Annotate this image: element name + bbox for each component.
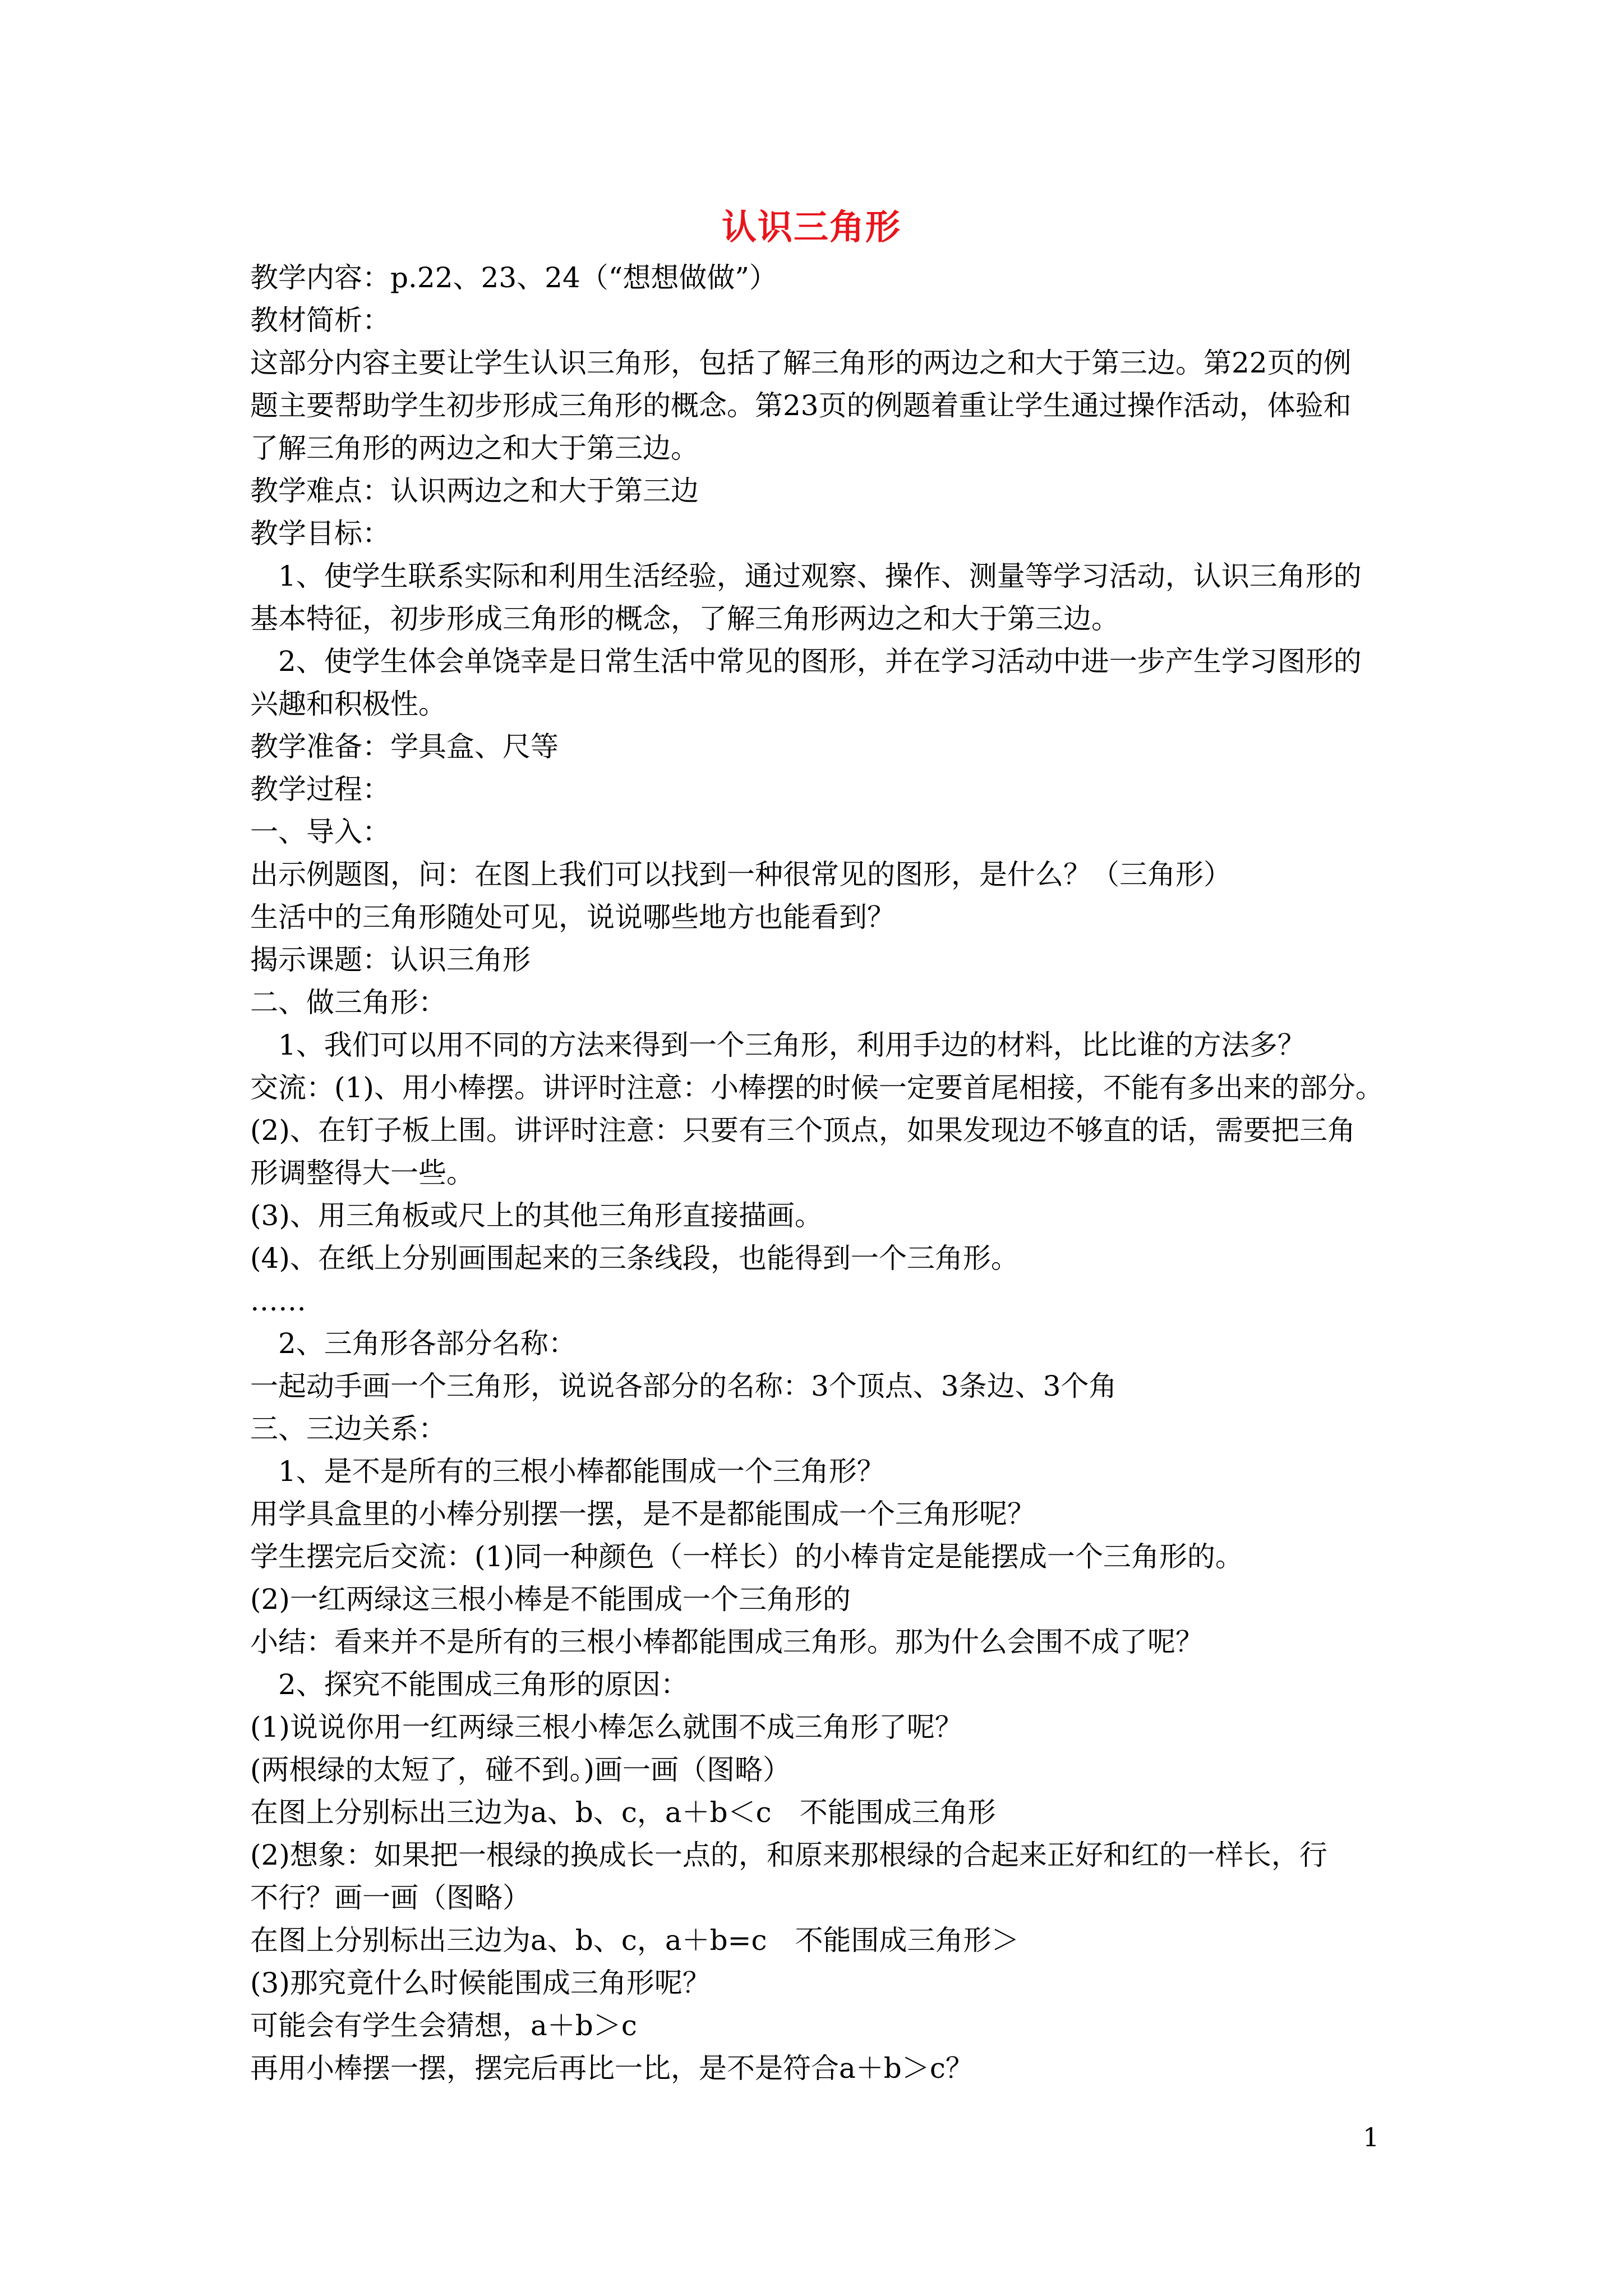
text-line: 用学具盒里的小棒分别摆一摆，是不是都能围成一个三角形呢？ <box>250 1498 1035 1530</box>
text-line: 在图上分别标出三边为a、b、c，a＋b＜c 不能围成三角形 <box>250 1796 996 1829</box>
text-line: 三、三边关系： <box>250 1412 446 1445</box>
text-line: 教学目标： <box>250 517 390 550</box>
text-line: (2)想象：如果把一根绿的换成长一点的，和原来那根绿的合起来正好和红的一样长，行 <box>250 1839 1327 1871</box>
text-line: 了解三角形的两边之和大于第三边。 <box>250 432 699 464</box>
text-line: (2)、在钉子板上围。讲评时注意：只要有三个顶点，如果发现边不够直的话，需要把三角 <box>250 1114 1355 1147</box>
text-line: (1)说说你用一红两绿三根小棒怎么就围不成三角形了呢？ <box>250 1711 963 1743</box>
text-line: 1、我们可以用不同的方法来得到一个三角形，利用手边的材料，比比谁的方法多？ <box>278 1029 1306 1061</box>
text-line: (2)一红两绿这三根小棒是不能围成一个三角形的 <box>250 1583 851 1616</box>
text-line: 这部分内容主要让学生认识三角形，包括了解三角形的两边之和大于第三边。第22页的例 <box>250 347 1352 379</box>
text-line: (3)、用三角板或尺上的其他三角形直接描画。 <box>250 1199 823 1232</box>
text-line: 学生摆完后交流：(1)同一种颜色（一样长）的小棒肯定是能摆成一个三角形的。 <box>250 1540 1243 1573</box>
text-line: …… <box>250 1285 306 1317</box>
text-line: 兴趣和积极性。 <box>250 688 446 720</box>
text-line: 一起动手画一个三角形，说说各部分的名称：3个顶点、3条边、3个角 <box>250 1370 1117 1402</box>
text-line: 教学内容：p.22、23、24（“想想做做”） <box>250 261 777 294</box>
page-title: 认识三角形 <box>721 206 901 247</box>
text-line: (两根绿的太短了，碰不到。)画一画（图略） <box>250 1754 791 1786</box>
document-body <box>250 256 1394 2090</box>
text-line: 教材简析： <box>250 304 390 337</box>
text-line: 1、使学生联系实际和利用生活经验，通过观察、操作、测量等学习活动，认识三角形的 <box>278 560 1362 592</box>
text-line: 在图上分别标出三边为a、b、c，a＋b=c 不能围成三角形＞ <box>250 1924 1020 1957</box>
text-line: 基本特征，初步形成三角形的概念，了解三角形两边之和大于第三边。 <box>250 602 1119 635</box>
text-line: 2、三角形各部分名称： <box>278 1327 577 1360</box>
text-line: 不行？画一画（图略） <box>250 1881 531 1914</box>
text-line: 教学过程： <box>250 773 390 806</box>
text-line: 题主要帮助学生初步形成三角形的概念。第23页的例题着重让学生通过操作活动，体验和 <box>250 389 1352 422</box>
text-line: (4)、在纸上分别画围起来的三条线段，也能得到一个三角形。 <box>250 1242 1019 1274</box>
text-line: 2、使学生体会单饶幸是日常生活中常见的图形，并在学习活动中进一步产生学习图形的 <box>278 645 1362 678</box>
text-line: 2、探究不能围成三角形的原因： <box>278 1668 689 1701</box>
text-line: 小结：看来并不是所有的三根小棒都能围成三角形。那为什么会围不成了呢？ <box>250 1626 1204 1658</box>
text-line: 教学难点：认识两边之和大于第三边 <box>250 475 699 507</box>
text-line: 二、做三角形： <box>250 986 446 1019</box>
text-line: 教学准备：学具盒、尺等 <box>250 730 559 763</box>
page-number: 1 <box>1363 2122 1380 2152</box>
text-line: 一、导入： <box>250 816 390 848</box>
text-line: 生活中的三角形随处可见，说说哪些地方也能看到？ <box>250 901 895 933</box>
text-line: 1、是不是所有的三根小棒都能围成一个三角形？ <box>278 1455 885 1488</box>
text-line: 出示例题图，问：在图上我们可以找到一种很常见的图形，是什么？（三角形） <box>250 858 1232 891</box>
text-line: 再用小棒摆一摆，摆完后再比一比，是不是符合a＋b＞c？ <box>250 2052 974 2085</box>
text-line: 揭示课题：认识三角形 <box>250 944 531 976</box>
text-line: (3)那究竟什么时候能围成三角形呢？ <box>250 1967 711 1999</box>
text-line: 形调整得大一些。 <box>250 1157 474 1189</box>
text-line: 交流：(1)、用小棒摆。讲评时注意：小棒摆的时候一定要首尾相接，不能有多出来的部分。 <box>250 1071 1384 1104</box>
text-line: 可能会有学生会猜想，a＋b＞c <box>250 2009 637 2042</box>
